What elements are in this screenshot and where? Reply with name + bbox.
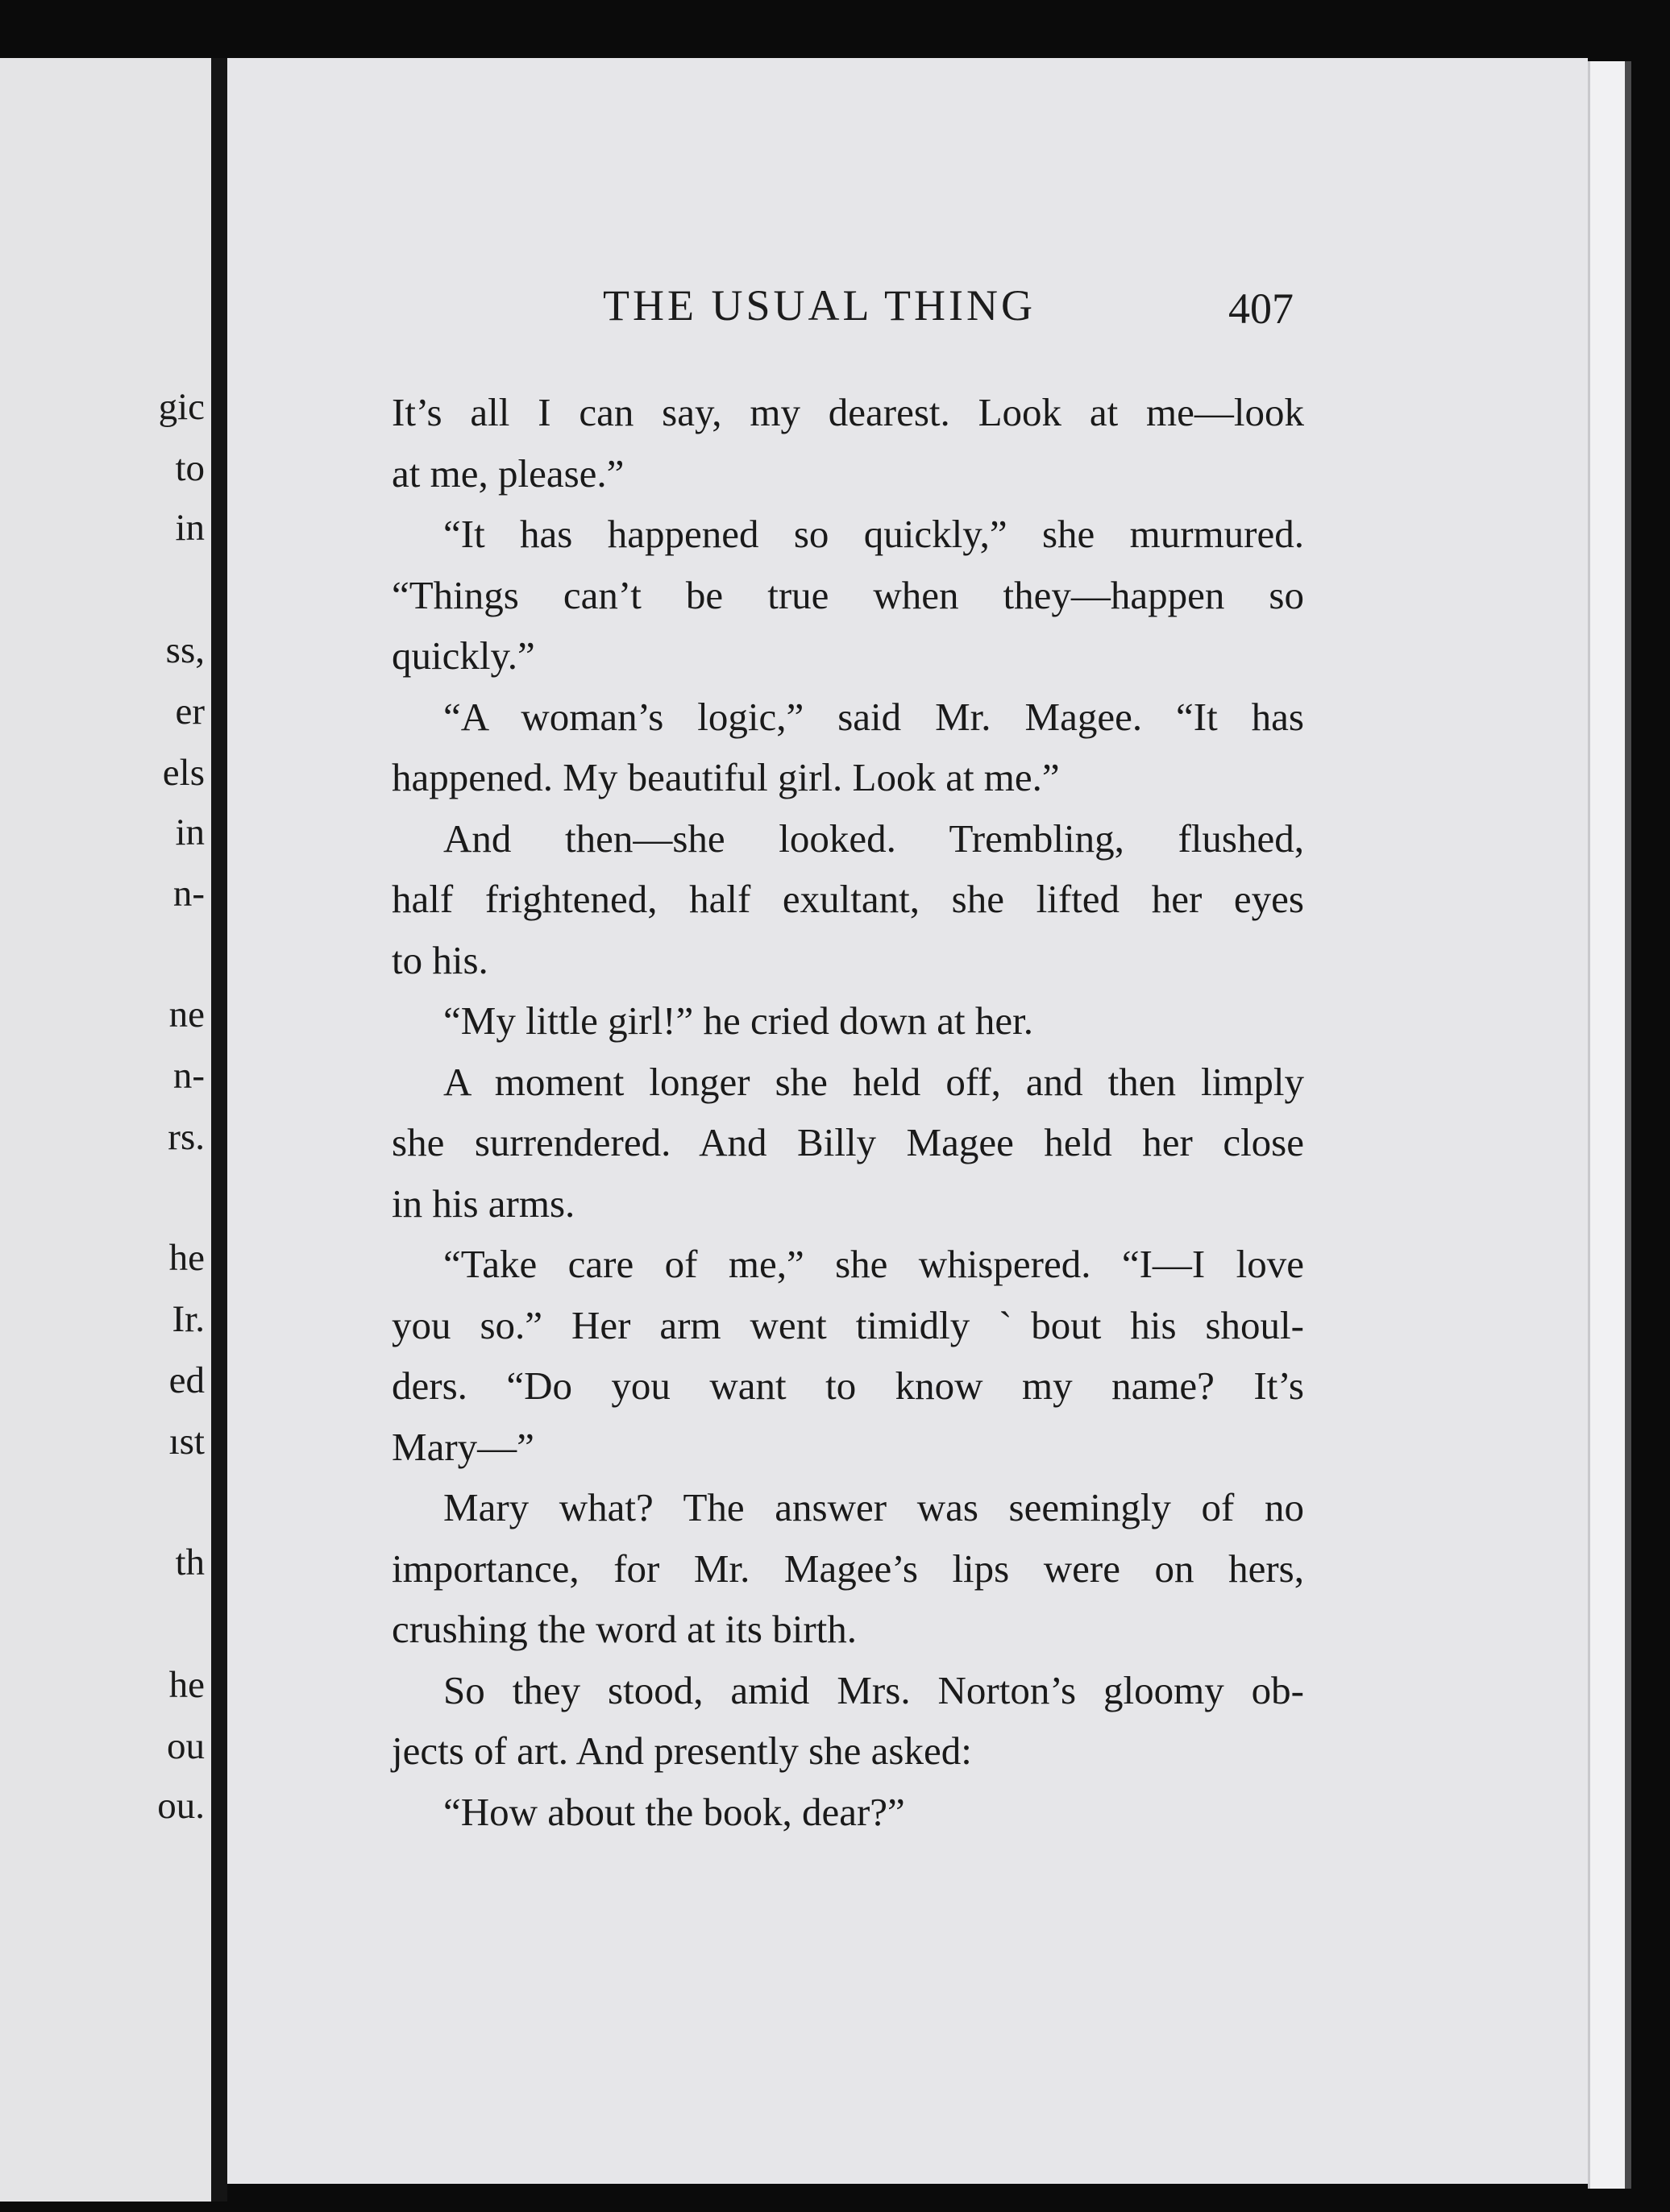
body-text — [392, 382, 1304, 1842]
left-page-line: ou. — [157, 1785, 205, 1827]
left-page-line: gic — [158, 386, 205, 428]
left-page-line: n- — [172, 1055, 205, 1097]
left-page-line: rs. — [168, 1116, 205, 1158]
text-line: “How about the book, dear?” — [443, 1789, 905, 1834]
left-page-line: ne — [168, 994, 205, 1035]
text-line: And then—she looked. Trembling, flushed, — [443, 815, 1304, 861]
left-page-line: to — [175, 447, 205, 489]
left-page-line: ed — [168, 1359, 205, 1401]
text-line: “A woman’s logic,” said Mr. Magee. “It has — [443, 694, 1304, 739]
page-edge — [1588, 61, 1627, 2189]
text-line: she surrendered. And Billy Magee held her close — [392, 1120, 1304, 1164]
text-line: It’s all I can say, my dearest. Look at me—look — [392, 390, 1304, 434]
left-page-line: he — [168, 1664, 205, 1706]
text-line: So they stood, amid Mrs. Norton’s gloomy ob- — [443, 1667, 1304, 1712]
left-page-line: Ir. — [172, 1298, 205, 1340]
text-line: to his. — [392, 937, 488, 982]
left-page-line: he — [168, 1237, 205, 1279]
text-line: happened. My beautiful girl. Look at me.” — [392, 755, 1060, 799]
left-page-line: th — [175, 1542, 205, 1583]
page-number: 407 — [1228, 284, 1294, 333]
text-line: “Take care of me,” she whispered. “I—I love — [443, 1242, 1304, 1286]
text-line: A moment longer she held off, and then limply — [443, 1059, 1304, 1104]
text-line: at me, please.” — [392, 450, 625, 496]
text-line: ders. “Do you want to know my name? It’s — [392, 1363, 1304, 1408]
left-page-line: in — [175, 811, 205, 853]
text-line: half frightened, half exultant, she lifted her eyes — [392, 877, 1304, 921]
text-line: importance, for Mr. Magee’s lips were on hers, — [392, 1546, 1304, 1591]
text-line: in his arms. — [392, 1181, 575, 1226]
text-line: “Things can’t be true when they—happen so — [392, 572, 1304, 617]
left-page-line: er — [175, 691, 205, 732]
text-line: crushing the word at its birth. — [392, 1607, 858, 1651]
text-line: “My little girl!” he cried down at her. — [443, 998, 1034, 1043]
book-gutter — [211, 58, 227, 2202]
text-line: you so.” Her arm went timidly ˋbout his shoul- — [392, 1302, 1304, 1347]
previous-page-fragment — [0, 58, 211, 2202]
running-head: THE USUAL THING — [603, 281, 1036, 330]
left-page-line: ou — [167, 1725, 205, 1767]
text-line: quickly.” — [392, 633, 535, 678]
left-page-line: els — [162, 752, 205, 794]
page-edge-shadow — [1625, 61, 1631, 2189]
text-line: jects of art. And presently she asked: — [392, 1729, 972, 1773]
text-line: Mary what? The answer was seemingly of no — [443, 1485, 1304, 1529]
left-page-line: in — [175, 507, 205, 549]
text-line: Mary—” — [392, 1424, 534, 1469]
left-page-line: ıst — [168, 1421, 205, 1463]
left-page-line: n- — [172, 873, 205, 915]
left-page-line: ss, — [165, 629, 205, 671]
text-line: “It has happened so quickly,” she murmured. — [443, 512, 1304, 556]
